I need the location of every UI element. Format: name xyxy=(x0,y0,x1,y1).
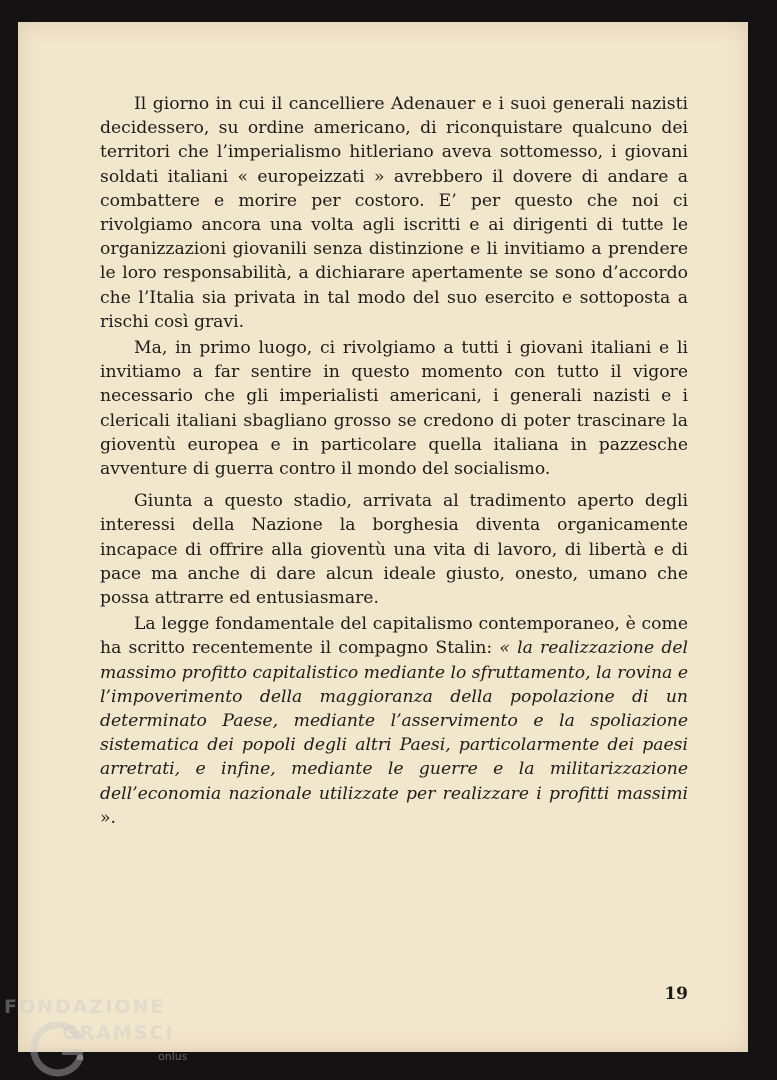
book-page xyxy=(18,22,748,1052)
paragraph-2: Ma, in primo luogo, ci rivolgiamo a tutti i giovani italiani e li invitiamo a far sentire in questo momento con tutto il vigore necessario che gli imperialisti americani, i generali nazisti e i clericali italiani sbagliano grosso se credono di poter trascinare la gioventù europea e in particolare quella italiana in pazzesche avventure di guerra contro il mondo del socialismo. xyxy=(100,338,688,480)
watermark-line-1: FONDAZIONE xyxy=(4,996,166,1018)
paragraph-4 xyxy=(100,612,688,830)
watermark-line-2: GRAMSCI xyxy=(62,1022,175,1044)
watermark-suffix: onlus xyxy=(158,1050,188,1063)
paragraph-3: Giunta a questo stadio, arrivata al tradimento aperto degli interessi della Nazione la borghesia diventa organicamente incapace di offrire alla gioventù una vita di lavoro, di libertà e di pace ma anche di dare alcun ideale giusto, onesto, umano che possa attrarre ed entusiasmare. xyxy=(100,491,688,609)
paragraph-1: Il giorno in cui il cancelliere Adenauer e i suoi generali nazisti decidessero, su ordine americano, di riconquistare qualcuno dei territori che l’imperialismo hitleriano aveva sottomesso, i giovani soldati italiani « europeizzati » avrebbero il dovere di andare a combattere e morire per costoro. E’ per questo che noi ci rivolgiamo ancora una volta agli iscritti e ai dirigenti di tutte le organizzazioni giovanili senza distinzione e li invitiamo a prendere le loro responsabilità, a dichiarare apertamente se sono d’accordo che l’Italia sia privata in tal modo del suo esercito e sottoposta a rischi così gravi. xyxy=(100,94,688,332)
body-text xyxy=(100,92,688,838)
quote-closing: ». xyxy=(100,807,116,828)
page-number: 19 xyxy=(664,984,688,1004)
stalin-quote: « la realizzazione del massimo profitto capitalistico mediante lo sfruttamento, la rovina e l’impoverimento della maggioranza della popolazione di un determinato Paese, mediante l’asservimento e la spoliazione sistematica dei popoli degli altri Paesi, particolarmente dei paesi arretrati, e infine, mediante le guerre e la militarizzazione dell’economia nazionale utilizzate per realizzare i profitti massimi xyxy=(100,638,689,804)
paragraph-4-intro: La legge fondamentale del capitalismo contemporaneo, è come ha scritto recentemente il compagno Stalin: xyxy=(100,614,688,659)
